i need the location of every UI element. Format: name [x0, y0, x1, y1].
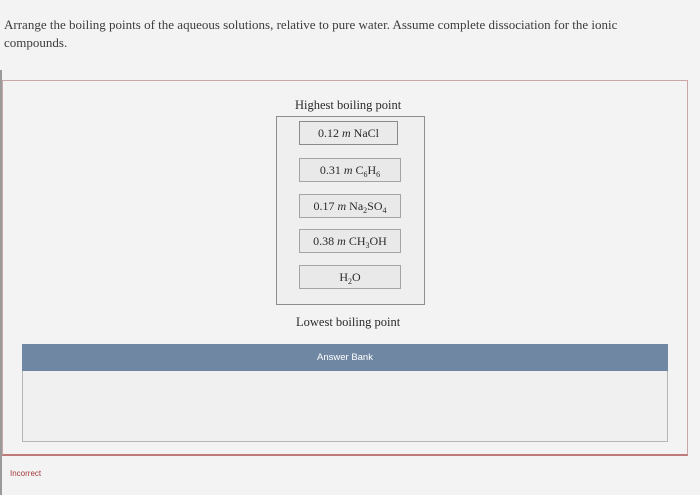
status-incorrect: Incorrect	[10, 469, 42, 478]
answer-bank-header	[22, 344, 668, 371]
highest-boiling-label: Highest boiling point	[295, 98, 402, 112]
ranking-item[interactable]	[299, 121, 398, 145]
item-unit: m	[337, 198, 347, 213]
ranking-item[interactable]	[299, 194, 401, 218]
ranking-item[interactable]	[299, 229, 401, 253]
item-formula: $C_6H_6$	[355, 162, 381, 179]
question-text: Arrange the boiling points of the aqueous solutions, relative to pure water. Assume complete dissociation for the ionic compounds.	[4, 17, 618, 50]
item-formula: $CH_3OH$	[348, 233, 387, 250]
item-unit: m	[341, 125, 351, 140]
answer-bank-title: Answer Bank	[317, 352, 373, 363]
item-concentration: 0.38	[313, 233, 335, 248]
item-concentration: 0.12	[317, 125, 339, 140]
ranking-item[interactable]	[299, 265, 401, 289]
answer-bank-dropzone[interactable]	[22, 371, 668, 442]
item-formula: $Na_2SO_4$	[349, 198, 387, 215]
item-concentration: 0.17	[313, 198, 335, 213]
item-unit: m	[337, 233, 346, 248]
item-unit: m	[343, 162, 353, 177]
item-formula: $H_2O$	[339, 269, 361, 286]
ranking-item[interactable]	[299, 158, 401, 182]
item-concentration: 0.31	[319, 162, 341, 177]
lowest-boiling-label: Lowest boiling point	[296, 315, 401, 329]
item-formula: NaCl	[353, 125, 379, 140]
